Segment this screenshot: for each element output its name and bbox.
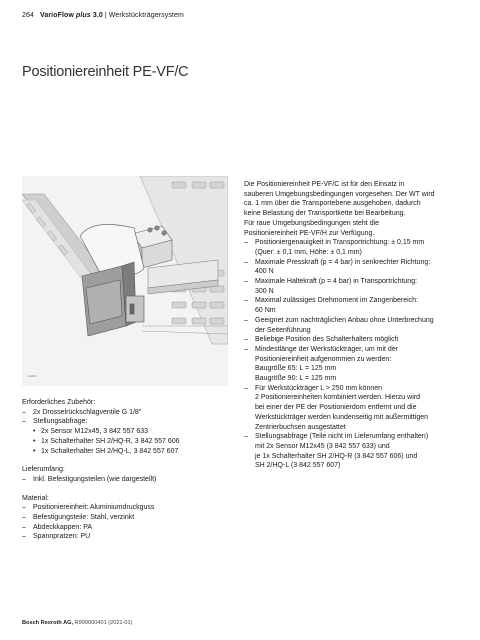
feature-line: (Quer: ± 0,1 mm, Höhe: ± 0,1 mm) xyxy=(255,248,362,256)
feature-item xyxy=(244,384,460,433)
list-item: • 1x Schalterhalter SH 2/HQ-L, 3 842 557 607 xyxy=(22,447,230,457)
feature-item xyxy=(244,258,460,277)
feature-line: – Stellungsabfrage (Teile nicht im Lieferumfang enthalten) xyxy=(255,433,429,441)
feature-line: Baugröße 65: L = 125 mm xyxy=(255,365,337,373)
intro-line: sauberen Umgebungsbedingungen vorgesehen. Der WT wird xyxy=(244,190,435,198)
footer-doc-number: R999000401 (2021-01) xyxy=(74,620,133,626)
list-item: – Positioniereinheit: Aluminiumdruckguss xyxy=(22,503,230,513)
feature-line: Positioniereinheit aufgenommen zu werden: xyxy=(255,355,392,363)
brand-main: VarioFlow xyxy=(39,12,74,19)
list-item: – Stellungsabfrage: xyxy=(22,417,230,427)
feature-line: – Für Werkstückträger L > 250 mm können xyxy=(255,384,383,392)
intro-line: Für raue Umgebungsbedingungen steht die xyxy=(244,219,380,227)
intro-line: Positioniereinheit PE-VF/H zur Verfügung. xyxy=(244,229,375,237)
page-number: 264 xyxy=(22,12,34,19)
feature-item xyxy=(244,345,460,384)
feature-line: Zentrierbuchsen ausgestattet xyxy=(255,423,346,431)
page-header xyxy=(22,12,184,19)
intro-line: ca. 1 mm über die Transportebene ausgehoben, dadurch xyxy=(244,200,421,208)
accessories-list xyxy=(22,408,230,457)
accessories-heading: Erforderliches Zubehör: xyxy=(22,399,96,406)
feature-line: 60 Nm xyxy=(255,307,276,315)
section-name: Werkstückträgersystem xyxy=(108,12,184,19)
feature-line: – Maximale Haltekraft (p = 4 bar) in Transportrichtung: xyxy=(255,278,418,286)
intro-line: Die Positioniereinheit PE-VF/C ist für den Einsatz in xyxy=(244,181,405,188)
feature-line: – Geeignet zum nachträglichen Anbau ohne Unterbrechung xyxy=(255,316,434,324)
feature-line: Werkstückträger werden kundenseitig mit außermittigen xyxy=(255,413,429,421)
feature-list xyxy=(244,238,460,471)
positioning-unit-illustration xyxy=(22,176,228,386)
scope-of-delivery-heading: Lieferumfang: xyxy=(22,466,65,474)
header-separator: | xyxy=(104,12,107,19)
feature-line: 400 N xyxy=(255,268,274,276)
footer-company: Bosch Rexroth AG, xyxy=(22,620,74,626)
page-title: Positioniereinheit PE-VF/C xyxy=(22,64,189,80)
feature-item xyxy=(244,238,460,257)
list-item: – 2x Drosselrückschlagventile G 1/8" xyxy=(22,408,230,418)
feature-line: je 1x Schalterhalter SH 2/HQ-R (3 842 557 606) und xyxy=(255,452,418,460)
feature-line: SH 2/HQ-L (3 842 557 607) xyxy=(255,462,341,470)
description-intro xyxy=(244,180,460,238)
list-item: – Abdeckkappen: PA xyxy=(22,523,230,533)
feature-item xyxy=(244,277,460,296)
brand-version: 3.0 xyxy=(92,12,103,19)
accessories-column xyxy=(22,398,230,542)
positioning-unit-housing xyxy=(80,224,144,336)
feature-item xyxy=(244,296,460,315)
feature-line: mit 2x Sensor M12x45 (3 842 557 633) und xyxy=(255,442,390,450)
feature-item xyxy=(244,316,460,335)
feature-line: – Positioniergenauigkeit in Transportrichtung: ± 0,15 mm xyxy=(255,239,425,247)
description-column xyxy=(244,180,460,471)
feature-line: – Maximal zulässiges Drehmoment im Zangenbereich: xyxy=(255,297,419,305)
feature-line: 300 N xyxy=(255,287,274,295)
feature-line: Baugröße 90: L = 125 mm xyxy=(255,375,337,383)
brand-plus: plus xyxy=(76,12,91,19)
feature-line: bei einer der PE der Positionierdorn entfernt und die xyxy=(255,404,417,412)
feature-line: der Seitenführung xyxy=(255,326,311,334)
feature-line: – Mindestlänge der Werkstückträger, um mit der xyxy=(255,345,399,353)
material-list xyxy=(22,503,230,542)
list-item: – Befestigungsteile: Stahl, verzinkt xyxy=(22,513,230,523)
product-figure xyxy=(22,176,228,386)
intro-line: keine Belastung der Transportkette bei Bearbeitung. xyxy=(244,210,406,218)
feature-item xyxy=(244,432,460,471)
figure-code: 10241 xyxy=(28,374,37,378)
feature-item xyxy=(244,335,460,345)
list-item: • 2x Sensor M12x45, 3 842 557 633 xyxy=(22,427,230,437)
scope-of-delivery-list xyxy=(22,475,230,485)
feature-line: – Maximale Presskraft (p = 4 bar) in senkrechter Richtung: xyxy=(255,258,431,266)
list-item: • 1x Schalterhalter SH 2/HQ-R, 3 842 557 606 xyxy=(22,437,230,447)
brand-name xyxy=(40,12,103,19)
page-footer xyxy=(22,620,133,626)
feature-line: – Beliebige Position des Schalterhalters möglich xyxy=(255,336,399,344)
material-heading: Material: xyxy=(22,494,49,502)
list-item: – Inkl. Befestigungsteilen (wie dargestellt) xyxy=(22,475,230,485)
list-item: – Spannpratzen: PU xyxy=(22,532,230,542)
feature-line: 2 Positioniereinheiten kombiniert werden. Hierzu wird xyxy=(255,394,420,402)
